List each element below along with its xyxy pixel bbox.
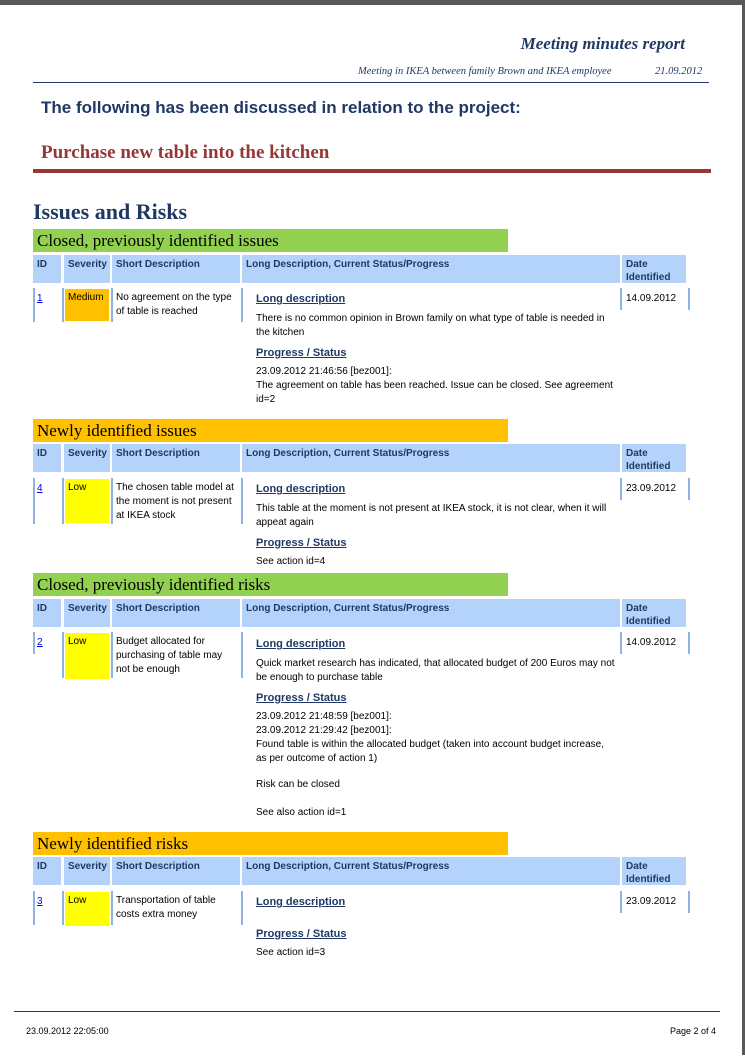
progress-line: Risk can be closed bbox=[256, 779, 340, 790]
group-band: Newly identified risks bbox=[33, 832, 508, 855]
col-header-date: Date Identified bbox=[622, 255, 686, 283]
progress-line: See action id=4 bbox=[256, 556, 326, 567]
severity-badge: Low bbox=[65, 479, 109, 523]
row-border bbox=[33, 288, 35, 322]
intro-heading: The following has been discussed in relation to the project: bbox=[41, 98, 521, 117]
long-description-label: Long description bbox=[256, 293, 346, 305]
footer-timestamp: 23.09.2012 22:05:00 bbox=[26, 1026, 109, 1036]
date-identified: 23.09.2012 bbox=[626, 896, 677, 907]
long-description-label: Long description bbox=[256, 896, 346, 908]
row-border bbox=[688, 891, 690, 913]
col-header-short: Short Description bbox=[112, 857, 240, 885]
progress-line: See also action id=1 bbox=[256, 807, 347, 818]
report-title: Meeting minutes report bbox=[520, 34, 685, 53]
row-border bbox=[688, 632, 690, 654]
progress-line: Found table is within the allocated budget (taken into account budget increase, as per outcome of action 1) bbox=[256, 739, 605, 764]
row-border bbox=[62, 478, 64, 524]
short-description: Budget allocated for purchasing of table may not be enough bbox=[116, 636, 223, 675]
row-border bbox=[241, 478, 243, 524]
long-description-label: Long description bbox=[256, 483, 346, 495]
row-border bbox=[620, 478, 622, 500]
short-description: No agreement on the type of table is reached bbox=[116, 292, 232, 317]
progress-line: 23.09.2012 21:48:59 [bez001]: bbox=[256, 711, 392, 722]
long-description-block bbox=[256, 482, 616, 569]
row-border bbox=[620, 891, 622, 913]
col-header-id: ID bbox=[33, 444, 61, 472]
row-border bbox=[241, 288, 243, 322]
row-border bbox=[33, 632, 35, 654]
report-subtitle: Meeting in IKEA between family Brown and IKEA employee bbox=[358, 66, 612, 77]
report-date: 21.09.2012 bbox=[655, 66, 703, 77]
col-header-short: Short Description bbox=[112, 444, 240, 472]
severity-badge: Medium bbox=[65, 289, 109, 321]
group-band: Closed, previously identified issues bbox=[33, 229, 508, 252]
group-band: Newly identified issues bbox=[33, 419, 508, 442]
col-header-long: Long Description, Current Status/Progress bbox=[242, 599, 620, 627]
group-band: Closed, previously identified risks bbox=[33, 573, 508, 596]
col-header-id: ID bbox=[33, 255, 61, 283]
col-header-date: Date Identified bbox=[622, 599, 686, 627]
col-header-id: ID bbox=[33, 857, 61, 885]
risk-id-link[interactable]: 2 bbox=[37, 637, 43, 648]
long-description-label: Long description bbox=[256, 638, 346, 650]
long-description-text: Quick market research has indicated, that allocated budget of 200 Euros may not be enough to purchase table bbox=[256, 658, 615, 683]
row-border bbox=[688, 478, 690, 500]
col-header-severity: Severity bbox=[64, 444, 110, 472]
short-description: Transportation of table costs extra money bbox=[116, 895, 216, 920]
col-header-severity: Severity bbox=[64, 599, 110, 627]
row-border bbox=[688, 288, 690, 310]
progress-status-label: Progress / Status bbox=[256, 347, 347, 359]
col-header-severity: Severity bbox=[64, 255, 110, 283]
col-header-long: Long Description, Current Status/Progress bbox=[242, 255, 620, 283]
issue-id-link[interactable]: 4 bbox=[37, 483, 43, 494]
date-identified: 14.09.2012 bbox=[626, 293, 677, 304]
progress-status-label: Progress / Status bbox=[256, 537, 347, 549]
row-border bbox=[111, 891, 113, 925]
col-header-id: ID bbox=[33, 599, 61, 627]
long-description-block bbox=[256, 895, 616, 960]
progress-line: 23.09.2012 21:46:56 [bez001]: bbox=[256, 366, 392, 377]
row-border bbox=[241, 891, 243, 925]
long-description-text: There is no common opinion in Brown family on what type of table is needed in the kitchen bbox=[256, 313, 605, 338]
progress-line: The agreement on table has been reached. Issue can be closed. See agreement id=2 bbox=[256, 380, 613, 405]
row-border bbox=[33, 891, 35, 925]
short-description: The chosen table model at the moment is not present at IKEA stock bbox=[116, 482, 234, 521]
severity-badge: Low bbox=[65, 892, 109, 926]
severity-badge: Low bbox=[65, 633, 109, 679]
progress-line: See action id=3 bbox=[256, 947, 326, 958]
col-header-long: Long Description, Current Status/Progress bbox=[242, 857, 620, 885]
row-border bbox=[620, 288, 622, 310]
long-description-block bbox=[256, 292, 616, 407]
row-border bbox=[620, 632, 622, 654]
footer-page-number: Page 2 of 4 bbox=[670, 1026, 717, 1036]
col-header-short: Short Description bbox=[112, 599, 240, 627]
long-description-block bbox=[256, 637, 616, 820]
header-divider bbox=[33, 82, 709, 83]
risk-id-link[interactable]: 3 bbox=[37, 896, 43, 907]
col-header-severity: Severity bbox=[64, 857, 110, 885]
progress-status-label: Progress / Status bbox=[256, 692, 347, 704]
row-border bbox=[111, 632, 113, 678]
col-header-long: Long Description, Current Status/Progress bbox=[242, 444, 620, 472]
project-divider bbox=[33, 169, 711, 173]
project-title: Purchase new table into the kitchen bbox=[41, 142, 330, 163]
progress-line: 23.09.2012 21:29:42 [bez001]: bbox=[256, 725, 392, 736]
row-border bbox=[111, 478, 113, 524]
row-border bbox=[62, 632, 64, 678]
footer-divider bbox=[14, 1011, 720, 1012]
date-identified: 23.09.2012 bbox=[626, 483, 677, 494]
progress-status-label: Progress / Status bbox=[256, 928, 347, 940]
issue-id-link[interactable]: 1 bbox=[37, 293, 43, 304]
row-border bbox=[62, 891, 64, 925]
row-border bbox=[33, 478, 35, 524]
row-border bbox=[241, 632, 243, 678]
date-identified: 14.09.2012 bbox=[626, 637, 677, 648]
long-description-text: This table at the moment is not present at IKEA stock, it is not clear, when it will appeat again bbox=[256, 503, 607, 528]
col-header-short: Short Description bbox=[112, 255, 240, 283]
section-title: Issues and Risks bbox=[33, 199, 188, 224]
row-border bbox=[111, 288, 113, 322]
row-border bbox=[62, 288, 64, 322]
col-header-date: Date Identified bbox=[622, 444, 686, 472]
top-border bbox=[0, 0, 745, 5]
col-header-date: Date Identified bbox=[622, 857, 686, 885]
